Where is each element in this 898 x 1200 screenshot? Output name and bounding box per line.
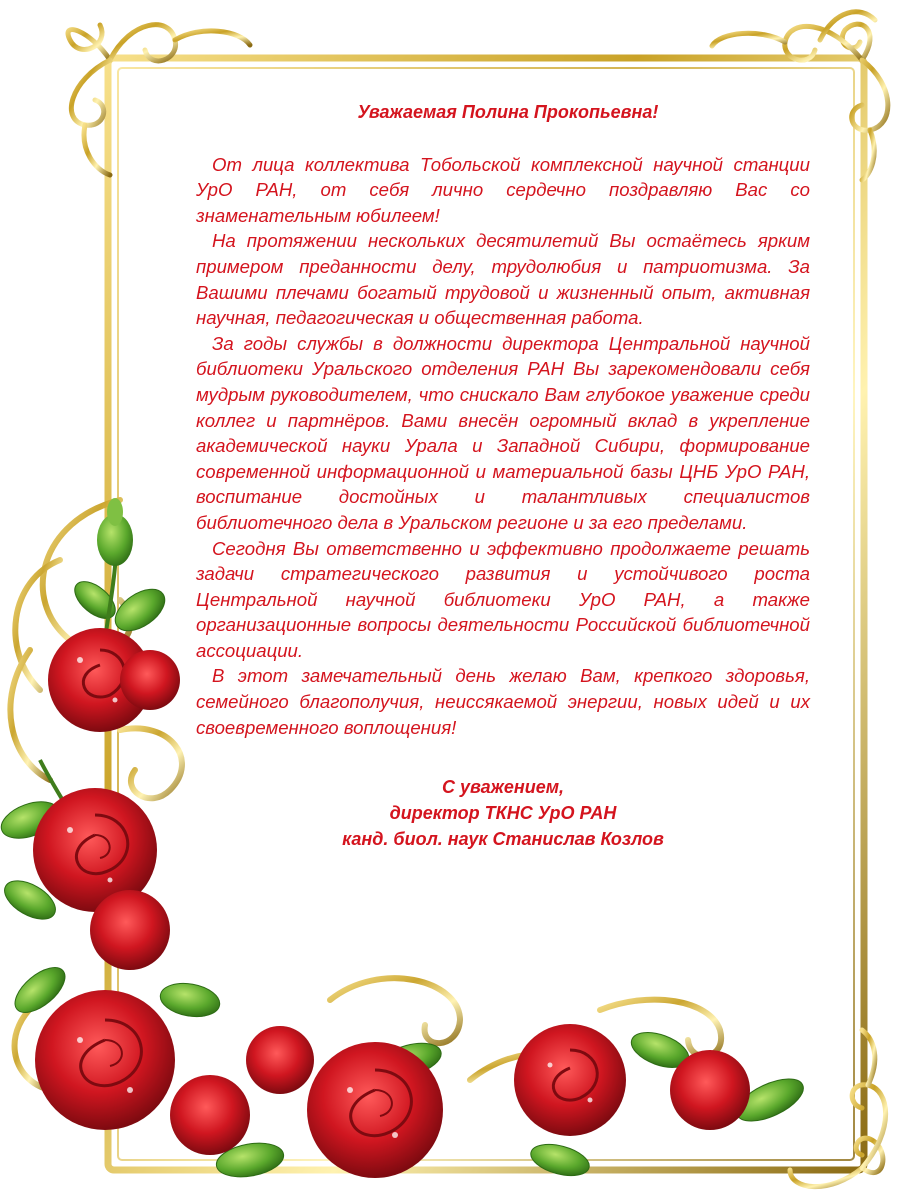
paragraph: В этот замечательный день желаю Вам, крепкого здоровья, семейного благополучия, неиссякаемой энергии, новых идей и их своевременного воплощения! [196,665,810,738]
signature-line: С уважением, [441,777,565,798]
greeting: Уважаемая Полина Прокопьевна! [357,102,659,122]
signature-line: канд. биол. наук Станислав Козлов [342,829,664,850]
paragraph: На протяжении нескольких десятилетий Вы остаётесь ярким примером преданности делу, трудолюбия и патриотизма. За Вашими плечами богатый трудовой и жизненный опыт, активная научная, педагогическая и общественная работа. [196,230,810,329]
paragraph: От лица коллектива Тобольской комплексной научной станции УрО РАН, от себя лично сердечно поздравляю Вас со знаменательным юбилеем! [196,153,810,226]
paragraph: Сегодня Вы ответственно и эффективно продолжаете решать задачи стратегического развития и устойчивого роста Центральной научной библиотеки УрО РАН, а также организационные вопросы деятельности Российской библиотечной ассоциации. [196,537,810,661]
signature-block [196,774,810,852]
paragraph: За годы службы в должности директора Центральной научной библиотеки Уральского отделения РАН Вы зарекомендовали себя мудрым руководителем, что снискало Вам глубокое уважение среди коллег и партнёров. Вами внесён огромный вклад в укрепление академической науки Урала и Западной Сибири, формирование современной информационной и материальной базы ЦНБ УрО РАН, воспитание достойных и талантливых специалистов библиотечного дела в Уральском регионе и за его пределами. [196,332,810,533]
letter-body [196,100,810,852]
signature-line: директор ТКНС УрО РАН [389,803,617,824]
